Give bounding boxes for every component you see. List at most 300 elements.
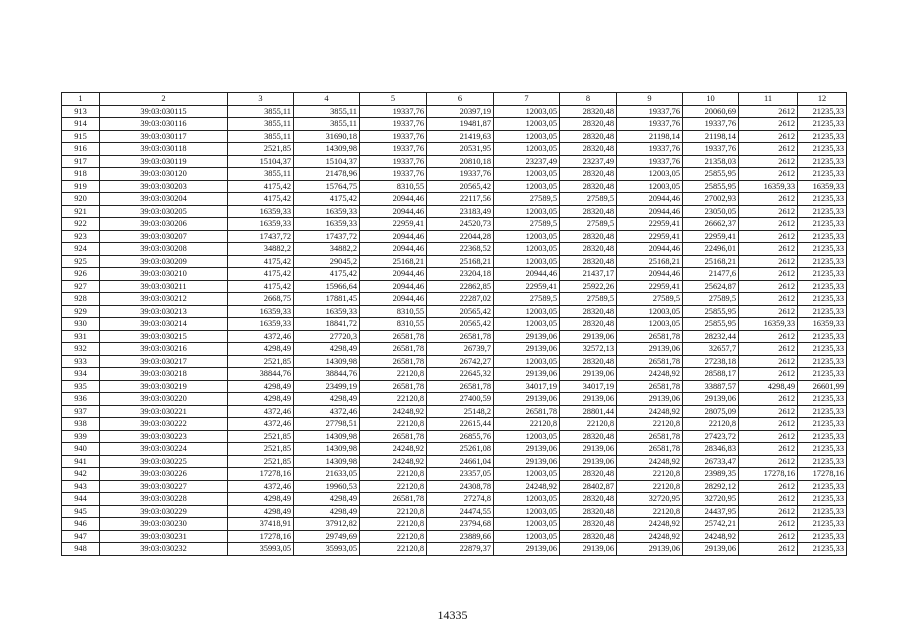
table-cell: 22120,8 xyxy=(360,543,427,556)
table-cell: 3855,11 xyxy=(294,118,360,131)
table-cell: 15764,75 xyxy=(294,180,360,193)
table-cell: 17278,16 xyxy=(228,468,294,481)
table-row xyxy=(62,155,847,168)
table-row xyxy=(62,280,847,293)
table-cell: 17881,45 xyxy=(294,293,360,306)
table-cell: 2668,75 xyxy=(228,293,294,306)
table-cell: 919 xyxy=(62,180,100,193)
table-cell: 23204,18 xyxy=(427,268,494,281)
table-cell: 8310,55 xyxy=(360,318,427,331)
table-cell: 28320,48 xyxy=(560,530,617,543)
table-cell: 20944,46 xyxy=(360,268,427,281)
table-cell: 21235,33 xyxy=(798,430,847,443)
table-cell: 17437,72 xyxy=(294,230,360,243)
table-cell: 4372,46 xyxy=(228,418,294,431)
table-cell: 28320,48 xyxy=(560,230,617,243)
table-cell: 21477,6 xyxy=(683,268,739,281)
table-row xyxy=(62,105,847,118)
table-row xyxy=(62,230,847,243)
table-row xyxy=(62,455,847,468)
table-cell: 12003,05 xyxy=(494,230,560,243)
table-cell: 29139,06 xyxy=(494,443,560,456)
table-cell: 25855,95 xyxy=(683,305,739,318)
table-cell: 29139,06 xyxy=(617,393,683,406)
table-cell: 8310,55 xyxy=(360,305,427,318)
table-cell: 26733,47 xyxy=(683,455,739,468)
table-cell: 2612 xyxy=(739,305,798,318)
table-cell: 26581,78 xyxy=(617,330,683,343)
table-cell: 12003,05 xyxy=(494,130,560,143)
table-cell: 23050,05 xyxy=(683,205,739,218)
table-cell: 39:03:030217 xyxy=(100,355,228,368)
table-cell: 2612 xyxy=(739,193,798,206)
column-header: 11 xyxy=(739,93,798,106)
table-cell: 21235,33 xyxy=(798,193,847,206)
table-cell: 22120,8 xyxy=(617,505,683,518)
table-cell: 3855,11 xyxy=(228,105,294,118)
table-cell: 27720,3 xyxy=(294,330,360,343)
table-cell: 20944,46 xyxy=(617,268,683,281)
table-cell: 39:03:030231 xyxy=(100,530,228,543)
table-row xyxy=(62,405,847,418)
table-cell: 24308,78 xyxy=(427,480,494,493)
table-cell: 22117,56 xyxy=(427,193,494,206)
table-cell: 22120,8 xyxy=(617,418,683,431)
table-cell: 24248,92 xyxy=(360,405,427,418)
table-cell: 21437,17 xyxy=(560,268,617,281)
table-cell: 22959,41 xyxy=(683,230,739,243)
table-cell: 21198,14 xyxy=(617,130,683,143)
table-cell: 21235,33 xyxy=(798,243,847,256)
table-cell: 29139,06 xyxy=(494,368,560,381)
table-cell: 26662,37 xyxy=(683,218,739,231)
table-cell: 24248,92 xyxy=(617,368,683,381)
table-cell: 22879,37 xyxy=(427,543,494,556)
table-cell: 4175,42 xyxy=(294,193,360,206)
table-cell: 24437,95 xyxy=(683,505,739,518)
table-cell: 19337,76 xyxy=(683,143,739,156)
table-cell: 26739,7 xyxy=(427,343,494,356)
table-cell: 4372,46 xyxy=(228,330,294,343)
table-cell: 21235,33 xyxy=(798,130,847,143)
table-cell: 21235,33 xyxy=(798,518,847,531)
table-cell: 2612 xyxy=(739,455,798,468)
table-cell: 39:03:030215 xyxy=(100,330,228,343)
table-cell: 16359,33 xyxy=(739,318,798,331)
table-cell: 32720,95 xyxy=(617,493,683,506)
table-cell: 17278,16 xyxy=(798,468,847,481)
table-cell: 39:03:030211 xyxy=(100,280,228,293)
table-cell: 39:03:030118 xyxy=(100,143,228,156)
table-cell: 946 xyxy=(62,518,100,531)
table-cell: 12003,05 xyxy=(494,180,560,193)
table-row xyxy=(62,143,847,156)
table-cell: 24248,92 xyxy=(617,518,683,531)
table-cell: 20944,46 xyxy=(360,230,427,243)
table-cell: 39:03:030203 xyxy=(100,180,228,193)
table-cell: 4372,46 xyxy=(228,405,294,418)
table-cell: 17437,72 xyxy=(228,230,294,243)
table-cell: 35993,05 xyxy=(294,543,360,556)
table-cell: 21235,33 xyxy=(798,443,847,456)
table-cell: 26581,78 xyxy=(360,343,427,356)
table-row xyxy=(62,293,847,306)
table-cell: 14309,98 xyxy=(294,355,360,368)
table-cell: 25168,21 xyxy=(617,255,683,268)
table-cell: 2521,85 xyxy=(228,443,294,456)
table-cell: 29045,2 xyxy=(294,255,360,268)
table-cell: 941 xyxy=(62,455,100,468)
table-cell: 21235,33 xyxy=(798,118,847,131)
table-cell: 39:03:030214 xyxy=(100,318,228,331)
table-cell: 28320,48 xyxy=(560,243,617,256)
table-cell: 932 xyxy=(62,343,100,356)
table-cell: 28320,48 xyxy=(560,180,617,193)
table-cell: 4298,49 xyxy=(228,343,294,356)
table-cell: 28801,44 xyxy=(560,405,617,418)
table-cell: 2521,85 xyxy=(228,355,294,368)
table-cell: 28292,12 xyxy=(683,480,739,493)
column-header: 9 xyxy=(617,93,683,106)
table-cell: 4175,42 xyxy=(228,180,294,193)
table-cell: 24248,92 xyxy=(494,480,560,493)
column-header: 2 xyxy=(100,93,228,106)
table-row xyxy=(62,530,847,543)
table-cell: 8310,55 xyxy=(360,180,427,193)
table-cell: 22120,8 xyxy=(617,468,683,481)
table-cell: 20944,46 xyxy=(617,243,683,256)
table-cell: 25624,87 xyxy=(683,280,739,293)
table-cell: 4298,49 xyxy=(294,505,360,518)
table-cell: 26581,78 xyxy=(360,355,427,368)
table-cell: 27589,5 xyxy=(560,218,617,231)
table-cell: 22959,41 xyxy=(617,280,683,293)
table-cell: 2612 xyxy=(739,355,798,368)
table-cell: 29139,06 xyxy=(560,543,617,556)
table-cell: 24248,92 xyxy=(617,455,683,468)
table-cell: 21235,33 xyxy=(798,293,847,306)
table-row xyxy=(62,343,847,356)
table-cell: 39:03:030225 xyxy=(100,455,228,468)
table-cell: 22959,41 xyxy=(494,280,560,293)
table-row xyxy=(62,518,847,531)
table-cell: 2612 xyxy=(739,330,798,343)
table-cell: 20531,95 xyxy=(427,143,494,156)
table-cell: 21358,03 xyxy=(683,155,739,168)
data-table xyxy=(61,92,847,556)
table-cell: 938 xyxy=(62,418,100,431)
table-cell: 2612 xyxy=(739,505,798,518)
table-cell: 28320,48 xyxy=(560,143,617,156)
table-cell: 39:03:030230 xyxy=(100,518,228,531)
table-cell: 15104,37 xyxy=(228,155,294,168)
table-cell: 23989,35 xyxy=(683,468,739,481)
table-cell: 12003,05 xyxy=(494,205,560,218)
table-cell: 2612 xyxy=(739,493,798,506)
table-cell: 22120,8 xyxy=(360,518,427,531)
table-cell: 28320,48 xyxy=(560,168,617,181)
table-cell: 24474,55 xyxy=(427,505,494,518)
table-row xyxy=(62,168,847,181)
table-row xyxy=(62,118,847,131)
table-cell: 27002,93 xyxy=(683,193,739,206)
table-cell: 2612 xyxy=(739,393,798,406)
table-cell: 19337,76 xyxy=(360,155,427,168)
table-row xyxy=(62,268,847,281)
table-cell: 12003,05 xyxy=(494,530,560,543)
table-cell: 21235,33 xyxy=(798,405,847,418)
table-row xyxy=(62,380,847,393)
table-cell: 2612 xyxy=(739,443,798,456)
table-cell: 948 xyxy=(62,543,100,556)
table-cell: 29139,06 xyxy=(560,330,617,343)
table-cell: 4298,49 xyxy=(739,380,798,393)
table-cell: 22120,8 xyxy=(617,480,683,493)
table-cell: 12003,05 xyxy=(617,318,683,331)
table-cell: 12003,05 xyxy=(494,505,560,518)
table-cell: 19337,76 xyxy=(360,105,427,118)
table-cell: 14309,98 xyxy=(294,443,360,456)
table-cell: 39:03:030224 xyxy=(100,443,228,456)
table-cell: 2612 xyxy=(739,143,798,156)
table-cell: 21235,33 xyxy=(798,168,847,181)
table-cell: 20944,46 xyxy=(360,193,427,206)
table-cell: 26581,78 xyxy=(617,380,683,393)
table-cell: 26581,78 xyxy=(617,430,683,443)
table-cell: 3855,11 xyxy=(294,105,360,118)
table-cell: 19337,76 xyxy=(683,118,739,131)
table-cell: 23794,68 xyxy=(427,518,494,531)
table-cell: 27589,5 xyxy=(617,293,683,306)
table-cell: 915 xyxy=(62,130,100,143)
table-cell: 3855,11 xyxy=(228,168,294,181)
table-cell: 29139,06 xyxy=(560,368,617,381)
table-cell: 937 xyxy=(62,405,100,418)
table-cell: 2612 xyxy=(739,480,798,493)
table-cell: 27274,8 xyxy=(427,493,494,506)
table-cell: 21235,33 xyxy=(798,155,847,168)
table-cell: 28320,48 xyxy=(560,355,617,368)
table-cell: 22287,02 xyxy=(427,293,494,306)
table-cell: 2612 xyxy=(739,418,798,431)
table-cell: 25168,21 xyxy=(360,255,427,268)
table-cell: 39:03:030120 xyxy=(100,168,228,181)
table-cell: 2612 xyxy=(739,218,798,231)
table-cell: 16359,33 xyxy=(228,305,294,318)
table-cell: 39:03:030212 xyxy=(100,293,228,306)
table-cell: 12003,05 xyxy=(494,355,560,368)
table-cell: 28232,44 xyxy=(683,330,739,343)
table-cell: 20397,19 xyxy=(427,105,494,118)
table-row xyxy=(62,418,847,431)
table-cell: 2612 xyxy=(739,343,798,356)
table-cell: 29139,06 xyxy=(494,455,560,468)
table-cell: 913 xyxy=(62,105,100,118)
table-cell: 22120,8 xyxy=(360,530,427,543)
table-cell: 39:03:030205 xyxy=(100,205,228,218)
table-cell: 29139,06 xyxy=(494,543,560,556)
table-cell: 26601,99 xyxy=(798,380,847,393)
table-cell: 26581,78 xyxy=(427,330,494,343)
table-cell: 21235,33 xyxy=(798,493,847,506)
table-cell: 21235,33 xyxy=(798,330,847,343)
table-row xyxy=(62,480,847,493)
table-cell: 20565,42 xyxy=(427,305,494,318)
table-row xyxy=(62,393,847,406)
table-cell: 37418,91 xyxy=(228,518,294,531)
table-cell: 28075,09 xyxy=(683,405,739,418)
table-cell: 29139,06 xyxy=(560,393,617,406)
table-cell: 39:03:030218 xyxy=(100,368,228,381)
header-row xyxy=(62,93,847,106)
table-cell: 23499,19 xyxy=(294,380,360,393)
table-cell: 39:03:030116 xyxy=(100,118,228,131)
table-cell: 2521,85 xyxy=(228,430,294,443)
table-cell: 929 xyxy=(62,305,100,318)
table-cell: 22368,52 xyxy=(427,243,494,256)
table-cell: 942 xyxy=(62,468,100,481)
table-cell: 2612 xyxy=(739,255,798,268)
table-cell: 19337,76 xyxy=(617,143,683,156)
table-cell: 12003,05 xyxy=(494,318,560,331)
table-cell: 940 xyxy=(62,443,100,456)
table-cell: 29139,06 xyxy=(494,343,560,356)
table-body xyxy=(62,93,847,556)
table-cell: 3855,11 xyxy=(228,118,294,131)
table-cell: 21235,33 xyxy=(798,418,847,431)
table-cell: 21235,33 xyxy=(798,543,847,556)
table-cell: 917 xyxy=(62,155,100,168)
table-cell: 16359,33 xyxy=(294,218,360,231)
table-cell: 38844,76 xyxy=(228,368,294,381)
table-cell: 34017,19 xyxy=(560,380,617,393)
table-cell: 20944,46 xyxy=(617,193,683,206)
table-cell: 926 xyxy=(62,268,100,281)
table-cell: 21235,33 xyxy=(798,505,847,518)
table-cell: 25261,08 xyxy=(427,443,494,456)
table-cell: 4372,46 xyxy=(294,405,360,418)
table-cell: 34017,19 xyxy=(494,380,560,393)
table-cell: 19481,87 xyxy=(427,118,494,131)
table-cell: 928 xyxy=(62,293,100,306)
table-cell: 916 xyxy=(62,143,100,156)
table-cell: 2612 xyxy=(739,230,798,243)
table-cell: 2612 xyxy=(739,118,798,131)
table-row xyxy=(62,468,847,481)
table-cell: 12003,05 xyxy=(494,105,560,118)
table-cell: 21633,05 xyxy=(294,468,360,481)
table-cell: 25855,95 xyxy=(683,180,739,193)
table-cell: 21235,33 xyxy=(798,343,847,356)
table-cell: 23889,66 xyxy=(427,530,494,543)
table-cell: 2612 xyxy=(739,243,798,256)
table-cell: 2612 xyxy=(739,543,798,556)
table-cell: 22862,85 xyxy=(427,280,494,293)
table-cell: 39:03:030226 xyxy=(100,468,228,481)
table-cell: 25742,21 xyxy=(683,518,739,531)
table-cell: 24248,92 xyxy=(617,405,683,418)
table-cell: 39:03:030219 xyxy=(100,380,228,393)
table-cell: 20060,69 xyxy=(683,105,739,118)
table-cell: 22120,8 xyxy=(683,418,739,431)
table-cell: 4175,42 xyxy=(228,193,294,206)
table-cell: 38844,76 xyxy=(294,368,360,381)
table-cell: 24520,73 xyxy=(427,218,494,231)
table-cell: 21235,33 xyxy=(798,368,847,381)
table-cell: 32572,13 xyxy=(560,343,617,356)
table-cell: 39:03:030213 xyxy=(100,305,228,318)
table-cell: 27423,72 xyxy=(683,430,739,443)
table-row xyxy=(62,493,847,506)
table-row xyxy=(62,443,847,456)
table-cell: 19337,76 xyxy=(617,155,683,168)
table-cell: 39:03:030232 xyxy=(100,543,228,556)
table-cell: 29139,06 xyxy=(494,393,560,406)
table-cell: 14309,98 xyxy=(294,430,360,443)
table-cell: 33887,57 xyxy=(683,380,739,393)
table-cell: 16359,33 xyxy=(228,318,294,331)
table-cell: 22120,8 xyxy=(360,418,427,431)
table-cell: 39:03:030222 xyxy=(100,418,228,431)
table-cell: 4175,42 xyxy=(228,280,294,293)
table-cell: 2612 xyxy=(739,368,798,381)
table-cell: 19337,76 xyxy=(360,168,427,181)
table-cell: 37912,82 xyxy=(294,518,360,531)
table-row xyxy=(62,193,847,206)
table-cell: 12003,05 xyxy=(494,493,560,506)
table-cell: 20810,18 xyxy=(427,155,494,168)
table-cell: 14309,98 xyxy=(294,455,360,468)
table-cell: 21419,63 xyxy=(427,130,494,143)
table-cell: 22120,8 xyxy=(360,480,427,493)
table-cell: 20944,46 xyxy=(360,243,427,256)
table-cell: 28320,48 xyxy=(560,468,617,481)
table-cell: 4298,49 xyxy=(228,505,294,518)
table-cell: 39:03:030204 xyxy=(100,193,228,206)
table-cell: 22959,41 xyxy=(360,218,427,231)
table-cell: 28320,48 xyxy=(560,518,617,531)
table-cell: 39:03:030227 xyxy=(100,480,228,493)
table-row xyxy=(62,218,847,231)
table-cell: 21478,96 xyxy=(294,168,360,181)
table-cell: 20565,42 xyxy=(427,180,494,193)
table-cell: 26581,78 xyxy=(360,430,427,443)
table-cell: 26742,27 xyxy=(427,355,494,368)
table-cell: 4298,49 xyxy=(228,493,294,506)
table-cell: 22044,28 xyxy=(427,230,494,243)
table-cell: 21235,33 xyxy=(798,455,847,468)
table-row xyxy=(62,243,847,256)
table-cell: 947 xyxy=(62,530,100,543)
table-cell: 29139,06 xyxy=(560,455,617,468)
table-cell: 20944,46 xyxy=(617,205,683,218)
table-cell: 22120,8 xyxy=(360,393,427,406)
table-cell: 2612 xyxy=(739,293,798,306)
table-cell: 28320,48 xyxy=(560,130,617,143)
table-cell: 28320,48 xyxy=(560,493,617,506)
table-cell: 22645,32 xyxy=(427,368,494,381)
table-cell: 21235,33 xyxy=(798,230,847,243)
table-cell: 28320,48 xyxy=(560,118,617,131)
table-cell: 39:03:030229 xyxy=(100,505,228,518)
table-cell: 39:03:030223 xyxy=(100,430,228,443)
table-cell: 22120,8 xyxy=(494,418,560,431)
table-cell: 4175,42 xyxy=(228,268,294,281)
table-cell: 939 xyxy=(62,430,100,443)
table-cell: 17278,16 xyxy=(228,530,294,543)
table-row xyxy=(62,543,847,556)
table-cell: 2521,85 xyxy=(228,455,294,468)
